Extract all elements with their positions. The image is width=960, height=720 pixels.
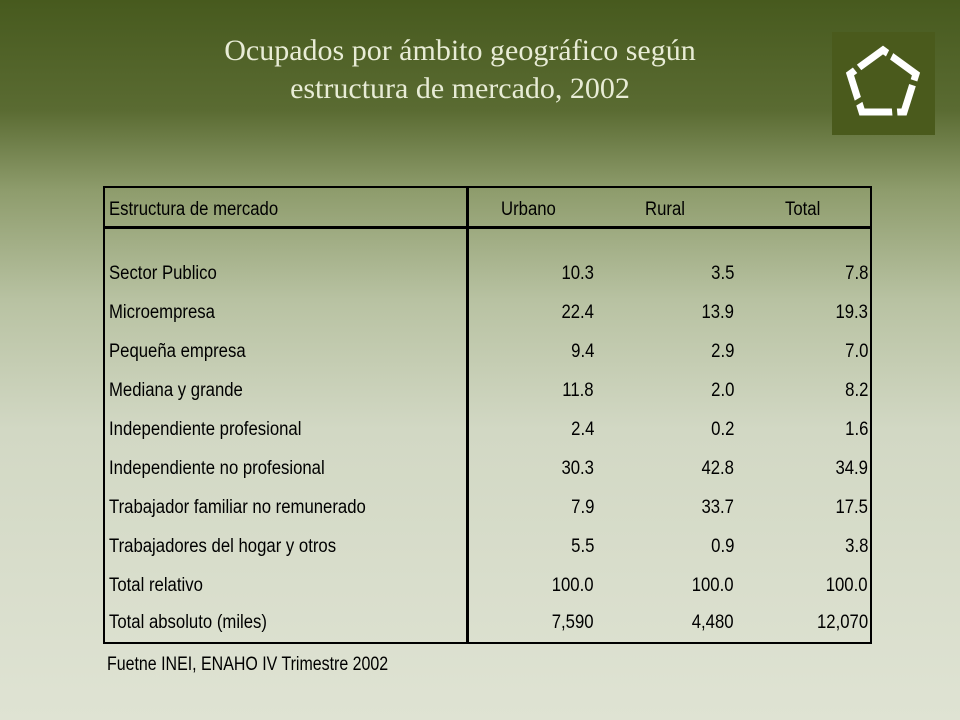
table-row [105, 263, 870, 293]
row-label: Mediana y grande [109, 380, 243, 401]
cell-urbano: 2.4 [570, 419, 594, 440]
cell-urbano: 30.3 [561, 458, 594, 479]
cell-rural: 0.2 [710, 419, 734, 440]
table-row [105, 497, 870, 527]
table-row [105, 536, 870, 566]
cell-urbano: 5.5 [570, 536, 594, 557]
row-label: Microempresa [109, 302, 215, 323]
source-note: Fuetne INEI, ENAHO IV Trimestre 2002 [107, 654, 389, 675]
table-row [105, 341, 870, 371]
cell-rural: 4,480 [692, 612, 734, 633]
row-label: Trabajadores del hogar y otros [109, 536, 337, 557]
cell-total: 8.2 [844, 380, 868, 401]
pentagon-logo-icon [832, 32, 935, 135]
table-row [105, 380, 870, 410]
column-divider [466, 188, 469, 642]
cell-rural: 33.7 [701, 497, 734, 518]
cell-urbano: 7.9 [570, 497, 594, 518]
cell-urbano: 7,590 [552, 612, 594, 633]
row-label: Trabajador familiar no remunerado [109, 497, 366, 518]
cell-rural: 2.9 [710, 341, 734, 362]
cell-rural: 2.0 [710, 380, 734, 401]
header-rural: Rural [645, 199, 685, 220]
cell-urbano: 11.8 [562, 380, 594, 401]
cell-rural: 13.9 [701, 302, 734, 323]
cell-total: 17.5 [835, 497, 868, 518]
table-row [105, 419, 870, 449]
row-label: Total absoluto (miles) [109, 612, 267, 633]
cell-rural: 0.9 [710, 536, 734, 557]
cell-urbano: 9.4 [570, 341, 594, 362]
cell-total: 1.6 [844, 419, 868, 440]
cell-total: 12,070 [816, 612, 868, 633]
cell-total: 7.8 [844, 263, 868, 284]
title-line-1: Ocupados por ámbito geográfico según [224, 34, 696, 67]
header-estructura: Estructura de mercado [109, 199, 279, 220]
header-urbano: Urbano [501, 199, 556, 220]
table-row [105, 575, 870, 605]
logo [832, 32, 935, 135]
row-label: Independiente no profesional [109, 458, 325, 479]
cell-total: 100.0 [826, 575, 868, 596]
row-label: Total relativo [109, 575, 203, 596]
row-label: Pequeña empresa [109, 341, 246, 362]
row-label: Independiente profesional [109, 419, 302, 440]
cell-total: 34.9 [835, 458, 868, 479]
table-row [105, 302, 870, 332]
cell-total: 3.8 [844, 536, 868, 557]
header-total: Total [785, 199, 821, 220]
cell-urbano: 10.3 [561, 263, 594, 284]
title-line-2: estructura de mercado, 2002 [290, 72, 630, 105]
cell-urbano: 100.0 [552, 575, 594, 596]
cell-total: 7.0 [844, 341, 868, 362]
header-divider [105, 226, 870, 229]
table-row [105, 612, 870, 642]
slide-title [130, 32, 790, 108]
cell-rural: 3.5 [710, 263, 734, 284]
row-label: Sector Publico [109, 263, 217, 284]
table-row [105, 458, 870, 488]
cell-total: 19.3 [835, 302, 868, 323]
cell-urbano: 22.4 [561, 302, 594, 323]
data-table [103, 186, 872, 644]
cell-rural: 42.8 [701, 458, 734, 479]
cell-rural: 100.0 [692, 575, 734, 596]
